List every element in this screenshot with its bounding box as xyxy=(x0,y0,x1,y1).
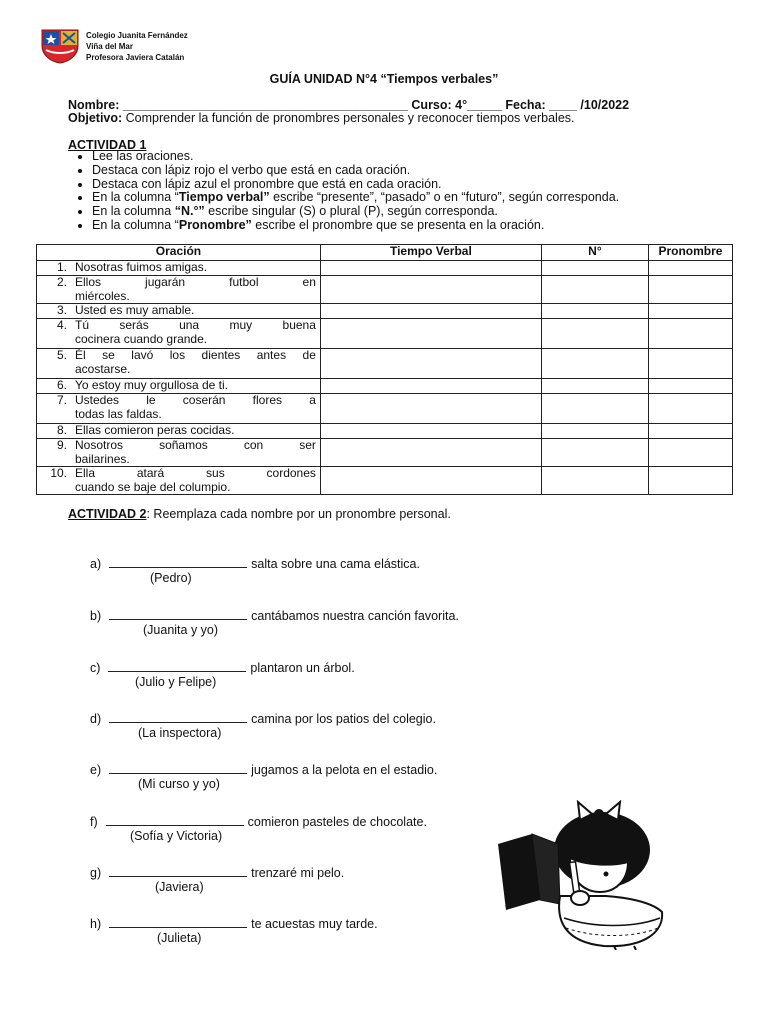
answer-pronombre[interactable] xyxy=(648,379,732,394)
exercise-item xyxy=(90,661,355,675)
answer-blank[interactable] xyxy=(108,661,246,672)
sentence-line: cuando se baje del columpio. xyxy=(75,479,231,494)
sentence-line: Él se lavó los dientes antes de xyxy=(75,348,316,362)
objective-text: Comprender la función de pronombres personales y reconocer tiempos verbales. xyxy=(125,111,575,125)
answer-tiempo-verbal[interactable] xyxy=(320,467,541,495)
row-sentence xyxy=(71,304,320,319)
answer-tiempo-verbal[interactable] xyxy=(320,394,541,424)
answer-numero[interactable] xyxy=(541,439,648,467)
answer-numero[interactable] xyxy=(541,261,648,276)
answer-blank[interactable] xyxy=(109,557,247,568)
item-text: cantábamos nuestra canción favorita. xyxy=(251,609,459,623)
answer-blank[interactable] xyxy=(109,712,247,723)
activity2-instruction: : Reemplaza cada nombre por un pronombre personal. xyxy=(146,507,451,521)
answer-tiempo-verbal[interactable] xyxy=(320,424,541,439)
item-letter: d) xyxy=(90,712,102,726)
activity2-heading xyxy=(68,507,451,521)
table-row xyxy=(37,276,733,304)
item-text: jugamos a la pelota en el estadio. xyxy=(251,763,438,777)
activity2-title: ACTIVIDAD 2 xyxy=(68,507,147,521)
answer-blank[interactable] xyxy=(109,763,247,774)
table-row xyxy=(37,467,733,495)
instruction-item: • En la columna “Pronombre” escribe el pronombre que se presenta en la oración. xyxy=(92,219,619,233)
answer-numero[interactable] xyxy=(541,394,648,424)
answer-numero[interactable] xyxy=(541,349,648,379)
sentence-line: Tú serás una muy buena xyxy=(75,318,316,332)
answer-numero[interactable] xyxy=(541,304,648,319)
girl-reading-book-illustration xyxy=(494,800,684,950)
exercise-item xyxy=(90,712,436,726)
item-hint: (Juanita y yo) xyxy=(143,623,219,637)
answer-pronombre[interactable] xyxy=(648,424,732,439)
answer-tiempo-verbal[interactable] xyxy=(320,349,541,379)
answer-numero[interactable] xyxy=(541,467,648,495)
header-pronombre: Pronombre xyxy=(648,245,732,261)
sentence-line: Ellos jugarán futbol en xyxy=(75,275,316,289)
table-row xyxy=(37,319,733,349)
table-row xyxy=(37,304,733,319)
answer-pronombre[interactable] xyxy=(648,467,732,495)
table-header-row xyxy=(37,245,733,261)
answer-blank[interactable] xyxy=(109,866,247,877)
teacher-name: Profesora Javiera Catalán xyxy=(86,53,185,62)
sentence-line: miércoles. xyxy=(75,288,130,303)
row-sentence xyxy=(71,261,320,276)
row-sentence xyxy=(71,276,320,304)
answer-pronombre[interactable] xyxy=(648,349,732,379)
item-letter: c) xyxy=(90,661,101,675)
exercise-item xyxy=(90,763,437,777)
sentence-line: Ellas comieron peras cocidas. xyxy=(75,423,235,437)
sentence-line: Ella atará sus cordones xyxy=(75,466,316,480)
table-row xyxy=(37,439,733,467)
answer-tiempo-verbal[interactable] xyxy=(320,304,541,319)
row-number: 9. xyxy=(37,439,72,467)
row-number: 6. xyxy=(37,379,72,394)
item-text: plantaron un árbol. xyxy=(250,661,355,675)
activity1-title: ACTIVIDAD 1 xyxy=(68,138,147,152)
answer-tiempo-verbal[interactable] xyxy=(320,261,541,276)
header-numero: N° xyxy=(541,245,648,261)
sentence-line: todas las faldas. xyxy=(75,406,162,421)
page-title: GUÍA UNIDAD N°4 “Tiempos verbales” xyxy=(269,72,499,86)
item-hint: (Sofía y Victoria) xyxy=(130,829,223,843)
answer-tiempo-verbal[interactable] xyxy=(320,379,541,394)
sentence-line: Usted es muy amable. xyxy=(75,303,195,317)
objective xyxy=(68,111,575,125)
table-row xyxy=(37,261,733,276)
item-text: te acuestas muy tarde. xyxy=(251,917,378,931)
answer-pronombre[interactable] xyxy=(648,276,732,304)
answer-tiempo-verbal[interactable] xyxy=(320,319,541,349)
fecha-field[interactable]: Fecha: ____ /10/2022 xyxy=(505,98,630,112)
row-sentence xyxy=(71,394,320,424)
item-hint: (La inspectora) xyxy=(138,726,222,740)
nombre-field[interactable]: _________________________________________ xyxy=(122,98,408,112)
sentence-line: bailarines. xyxy=(75,451,130,466)
sentence-line: Nosotras fuimos amigas. xyxy=(75,260,208,274)
school-name: Colegio Juanita Fernández xyxy=(86,31,188,40)
exercise-item xyxy=(90,917,378,931)
answer-tiempo-verbal[interactable] xyxy=(320,439,541,467)
header-tiempo-verbal: Tiempo Verbal xyxy=(320,245,541,261)
item-hint: (Mi curso y yo) xyxy=(138,777,220,791)
instruction-item: • Destaca con lápiz rojo el verbo que está en cada oración. xyxy=(92,164,619,178)
school-shield-icon xyxy=(40,28,80,64)
row-number: 7. xyxy=(37,394,72,424)
table-row xyxy=(37,379,733,394)
item-hint: (Julio y Felipe) xyxy=(135,675,217,689)
instruction-item: • Lee las oraciones. xyxy=(92,150,619,164)
student-info-line xyxy=(68,98,629,112)
row-sentence xyxy=(71,349,320,379)
answer-blank[interactable] xyxy=(109,917,247,928)
instruction-item: • Destaca con lápiz azul el pronombre que está en cada oración. xyxy=(92,178,619,192)
answer-pronombre[interactable] xyxy=(648,304,732,319)
row-number: 1. xyxy=(37,261,72,276)
item-letter: g) xyxy=(90,866,102,880)
item-hint: (Julieta) xyxy=(157,931,202,945)
answer-tiempo-verbal[interactable] xyxy=(320,276,541,304)
answer-blank[interactable] xyxy=(106,815,244,826)
item-letter: b) xyxy=(90,609,102,623)
sentence-line: Nosotros soñamos con ser xyxy=(75,438,316,452)
school-header xyxy=(86,30,188,63)
row-sentence xyxy=(71,319,320,349)
instruction-item: • En la columna “N.°” escribe singular (S) o plural (P), según corresponda. xyxy=(92,205,619,219)
item-hint: (Javiera) xyxy=(155,880,204,894)
activity1-instructions xyxy=(68,150,619,233)
exercise-item xyxy=(90,866,344,880)
answer-numero[interactable] xyxy=(541,276,648,304)
item-text: salta sobre una cama elástica. xyxy=(251,557,420,571)
row-number: 10. xyxy=(37,467,72,495)
sentence-line: acostarse. xyxy=(75,361,131,376)
answer-blank[interactable] xyxy=(109,609,247,620)
row-sentence xyxy=(71,439,320,467)
item-letter: a) xyxy=(90,557,102,571)
sentence-line: Ustedes le coserán flores a xyxy=(75,393,316,407)
item-letter: f) xyxy=(90,815,98,829)
header-oracion: Oración xyxy=(37,245,321,261)
row-number: 5. xyxy=(37,349,72,379)
sentence-line: cocinera cuando grande. xyxy=(75,331,208,346)
answer-pronombre[interactable] xyxy=(648,319,732,349)
item-text: trenzaré mi pelo. xyxy=(251,866,345,880)
item-letter: e) xyxy=(90,763,102,777)
item-text: camina por los patios del colegio. xyxy=(251,712,436,726)
curso-field[interactable]: Curso: 4°_____ xyxy=(411,98,502,112)
table-row xyxy=(37,394,733,424)
row-number: 2. xyxy=(37,276,72,304)
answer-numero[interactable] xyxy=(541,319,648,349)
table-row xyxy=(37,424,733,439)
item-letter: h) xyxy=(90,917,102,931)
row-sentence xyxy=(71,424,320,439)
row-sentence xyxy=(71,467,320,495)
answer-pronombre[interactable] xyxy=(648,394,732,424)
item-hint: (Pedro) xyxy=(150,571,192,585)
nombre-label: Nombre: xyxy=(68,98,120,112)
answer-pronombre[interactable] xyxy=(648,261,732,276)
answer-pronombre[interactable] xyxy=(648,439,732,467)
answer-numero[interactable] xyxy=(541,424,648,439)
activity1-table xyxy=(36,244,733,495)
instruction-item: • En la columna “Tiempo verbal” escribe “presente”, “pasado” o en “futuro”, según corresponda. xyxy=(92,191,619,205)
table-row xyxy=(37,349,733,379)
exercise-item xyxy=(90,609,459,623)
row-number: 4. xyxy=(37,319,72,349)
objective-label: Objetivo: xyxy=(68,111,123,125)
row-sentence xyxy=(71,379,320,394)
row-number: 3. xyxy=(37,304,72,319)
answer-numero[interactable] xyxy=(541,379,648,394)
school-city: Viña del Mar xyxy=(86,42,133,51)
row-number: 8. xyxy=(37,424,72,439)
item-text: comieron pasteles de chocolate. xyxy=(247,815,427,829)
exercise-item xyxy=(90,557,420,571)
sentence-line: Yo estoy muy orgullosa de ti. xyxy=(75,378,228,392)
exercise-item xyxy=(90,815,427,829)
